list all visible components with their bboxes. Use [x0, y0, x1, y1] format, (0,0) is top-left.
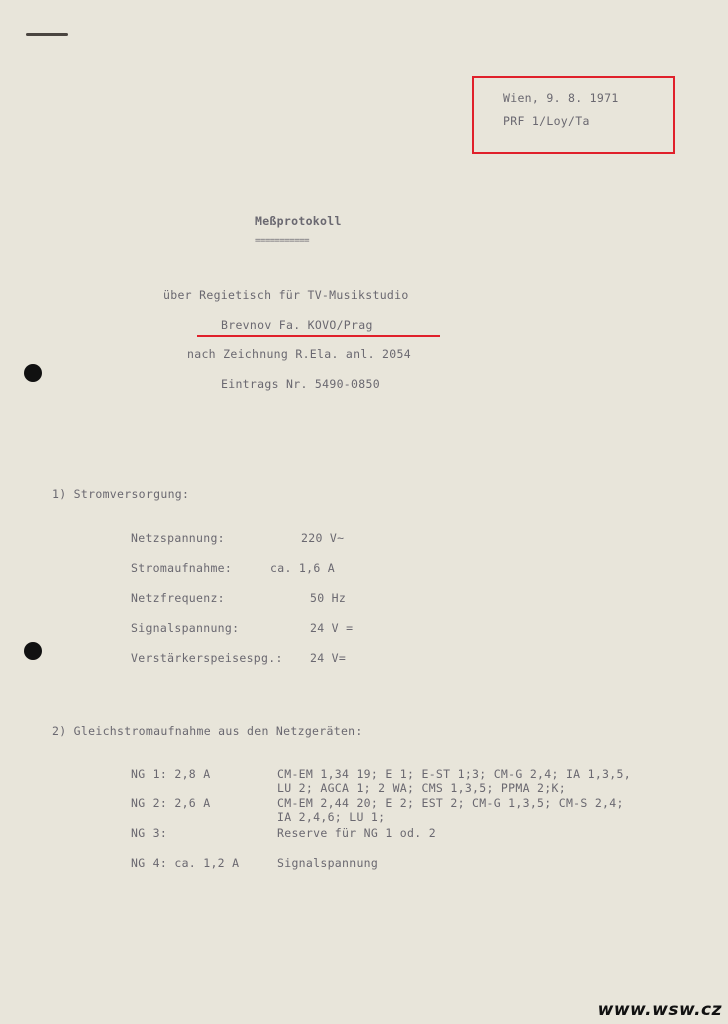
spec-value: ca. 1,6 A — [270, 561, 336, 575]
ng-label: NG 2: 2,6 A — [131, 796, 211, 810]
subject-line-3: nach Zeichnung R.Ela. anl. 2054 — [187, 347, 411, 361]
spec-label: Verstärkerspeisespg.: — [131, 651, 283, 665]
spec-label: Stromaufnahme: — [131, 561, 233, 575]
ng-detail: IA 2,4,6; LU 1; — [277, 810, 386, 824]
ng-detail: Signalspannung — [277, 856, 379, 870]
subject-line-4: Eintrags Nr. 5490-0850 — [221, 377, 380, 391]
highlight-underline — [197, 335, 440, 337]
spec-value: 24 V = — [310, 621, 354, 635]
ng-detail: LU 2; AGCA 1; 2 WA; CMS 1,3,5; PPMA 2;K; — [277, 781, 566, 795]
spec-value: 24 V= — [310, 651, 347, 665]
ng-label: NG 4: ca. 1,2 A — [131, 856, 240, 870]
ng-detail: CM-EM 2,44 20; E 2; EST 2; CM-G 1,3,5; CM-S 2,4; — [277, 796, 624, 810]
spec-label: Netzspannung: — [131, 531, 225, 545]
title-underline: =========== — [255, 236, 310, 246]
section-2-heading: 2) Gleichstromaufnahme aus den Netzgeräten: — [52, 724, 363, 738]
spec-value: 220 V~ — [301, 531, 345, 545]
punch-hole-top — [24, 364, 42, 382]
date-line: Wien, 9. 8. 1971 — [503, 91, 619, 105]
document-title: Meßprotokoll — [255, 214, 342, 228]
spec-label: Netzfrequenz: — [131, 591, 225, 605]
subject-line-1: über Regietisch für TV-Musikstudio — [163, 288, 409, 302]
watermark: www.wsw.cz — [597, 1000, 722, 1020]
staple-mark — [26, 33, 68, 36]
ng-detail: CM-EM 1,34 19; E 1; E-ST 1;3; CM-G 2,4; IA 1,3,5, — [277, 767, 631, 781]
spec-value: 50 Hz — [310, 591, 347, 605]
section-1-heading: 1) Stromversorgung: — [52, 487, 190, 501]
ng-label: NG 1: 2,8 A — [131, 767, 211, 781]
ng-label: NG 3: — [131, 826, 168, 840]
ng-detail: Reserve für NG 1 od. 2 — [277, 826, 436, 840]
reference-line: PRF 1/Loy/Ta — [503, 114, 590, 128]
spec-label: Signalspannung: — [131, 621, 240, 635]
punch-hole-bottom — [24, 642, 42, 660]
subject-line-2: Brevnov Fa. KOVO/Prag — [221, 318, 373, 332]
